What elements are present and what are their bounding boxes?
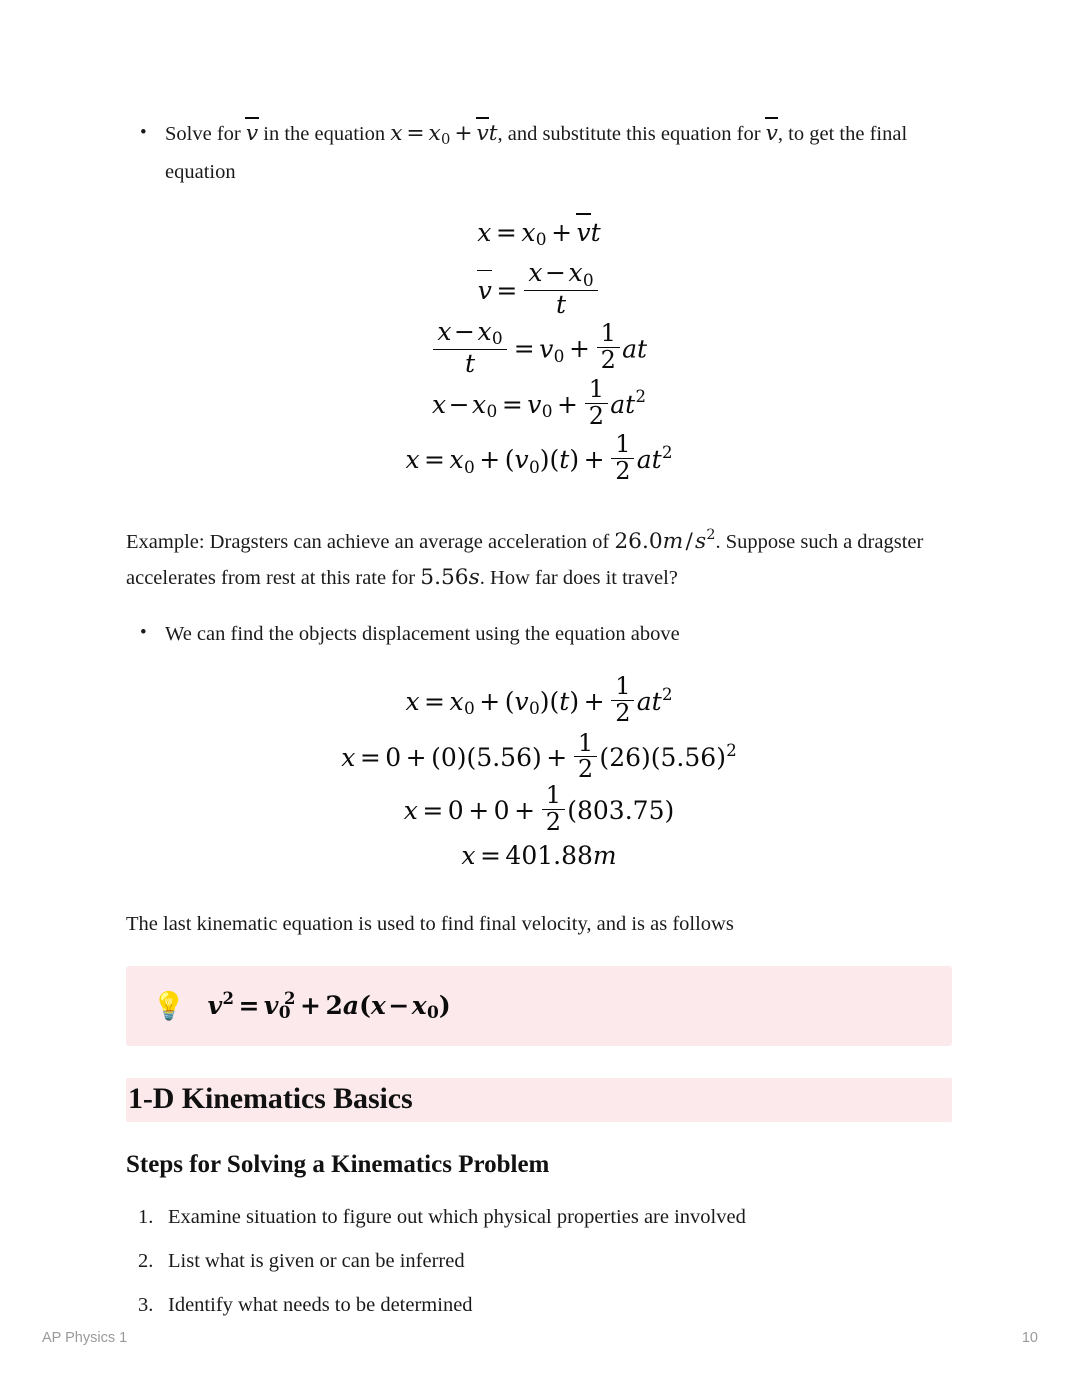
- example-text-2: . Suppose such a dragster accelerates from rest at this rate for: [126, 530, 924, 589]
- bullet-text-middle-1: in the equation: [263, 123, 386, 145]
- solution-bullet-list: [126, 618, 952, 650]
- math-line-4: $x - x_0 = v_0$ + $\frac{1}{2}$ $at^2$: [431, 374, 646, 430]
- math-line-5: $x = x_0 + (v_0)(t)$ + $\frac{1}{2}$ $at^2$: [405, 430, 673, 486]
- footer-document-title: AP Physics 1: [42, 1330, 128, 1346]
- subsection-heading: Steps for Solving a Kinematics Problem: [126, 1151, 550, 1179]
- solution-bullet-label: We can find the objects displacement using the equation above: [165, 622, 680, 645]
- inline-math-acceleration: $26.0m/s^2$: [614, 526, 716, 554]
- callout-equation: $v^2 = v_0^2 + 2a(x - x_0)$: [207, 988, 451, 1024]
- inline-math-vbar-2: v: [766, 121, 778, 146]
- example-text-3: . How far does it travel?: [479, 566, 678, 589]
- solution-line-1: $x = x_0 + (v_0)(t)$ + $\frac{1}{2}$ $at^2$: [405, 671, 673, 727]
- list-item: [126, 618, 952, 650]
- footer-page-number: 10: [1021, 1330, 1038, 1346]
- inline-math-time: 5.56s: [420, 564, 480, 590]
- list-item: [126, 1290, 952, 1320]
- math-line-1: $x = x_0$ + vt: [126, 214, 952, 259]
- inline-math-equation: $x = x_0$ + vt: [390, 121, 497, 146]
- bullet-text-before: Solve for: [165, 123, 241, 145]
- list-item: [126, 118, 952, 188]
- page-title: 1-D Kinematics Basics: [128, 1082, 413, 1116]
- step-label: Examine situation to figure out which physical properties are involved: [168, 1206, 746, 1229]
- equation-callout-box: [126, 966, 952, 1046]
- solution-line-4: x = 401.88m: [461, 841, 617, 871]
- step-label: List what is given or can be inferred: [168, 1250, 465, 1273]
- light-bulb-icon: 💡: [152, 990, 186, 1021]
- section-heading-band: [126, 1078, 952, 1122]
- solution-math-block: [126, 671, 952, 877]
- list-item: [126, 1202, 952, 1232]
- derivation-math-block: [126, 214, 952, 489]
- closing-paragraph: The last kinematic equation is used to find final velocity, and is as follows: [126, 913, 734, 936]
- bullet-text-middle-2: , and substitute this equation for: [497, 123, 761, 145]
- intro-bullet-list: [126, 118, 952, 188]
- page-content: [126, 118, 952, 1334]
- bullet-text-after: , to get the final equation: [165, 123, 908, 183]
- example-paragraph: [126, 517, 952, 596]
- acceleration-value: 26.0: [614, 528, 663, 554]
- kinematics-steps-list: [126, 1202, 952, 1320]
- math-line-2: v = $\frac{x - x_0}{t}$: [126, 259, 952, 318]
- time-value: 5.56: [420, 564, 469, 590]
- solution-line-2: x = 0 + (0)(5.56) + $\frac{1}{2}$ $(26)(5.56)^2$: [341, 728, 737, 784]
- step-label: Identify what needs to be determined: [168, 1294, 473, 1317]
- example-text-1: Example: Dragsters can achieve an average acceleration of: [126, 530, 615, 553]
- inline-math-vbar: v: [246, 121, 258, 146]
- list-item: [126, 1246, 952, 1276]
- solution-line-3: x = 0 + 0 + $\frac{1}{2}$ (803.75): [403, 781, 675, 837]
- page-footer: [42, 1330, 1038, 1346]
- math-line-3: $\frac{x - x_0}{t}$ = $v_0$ + $\frac{1}{2}$ at: [126, 318, 952, 377]
